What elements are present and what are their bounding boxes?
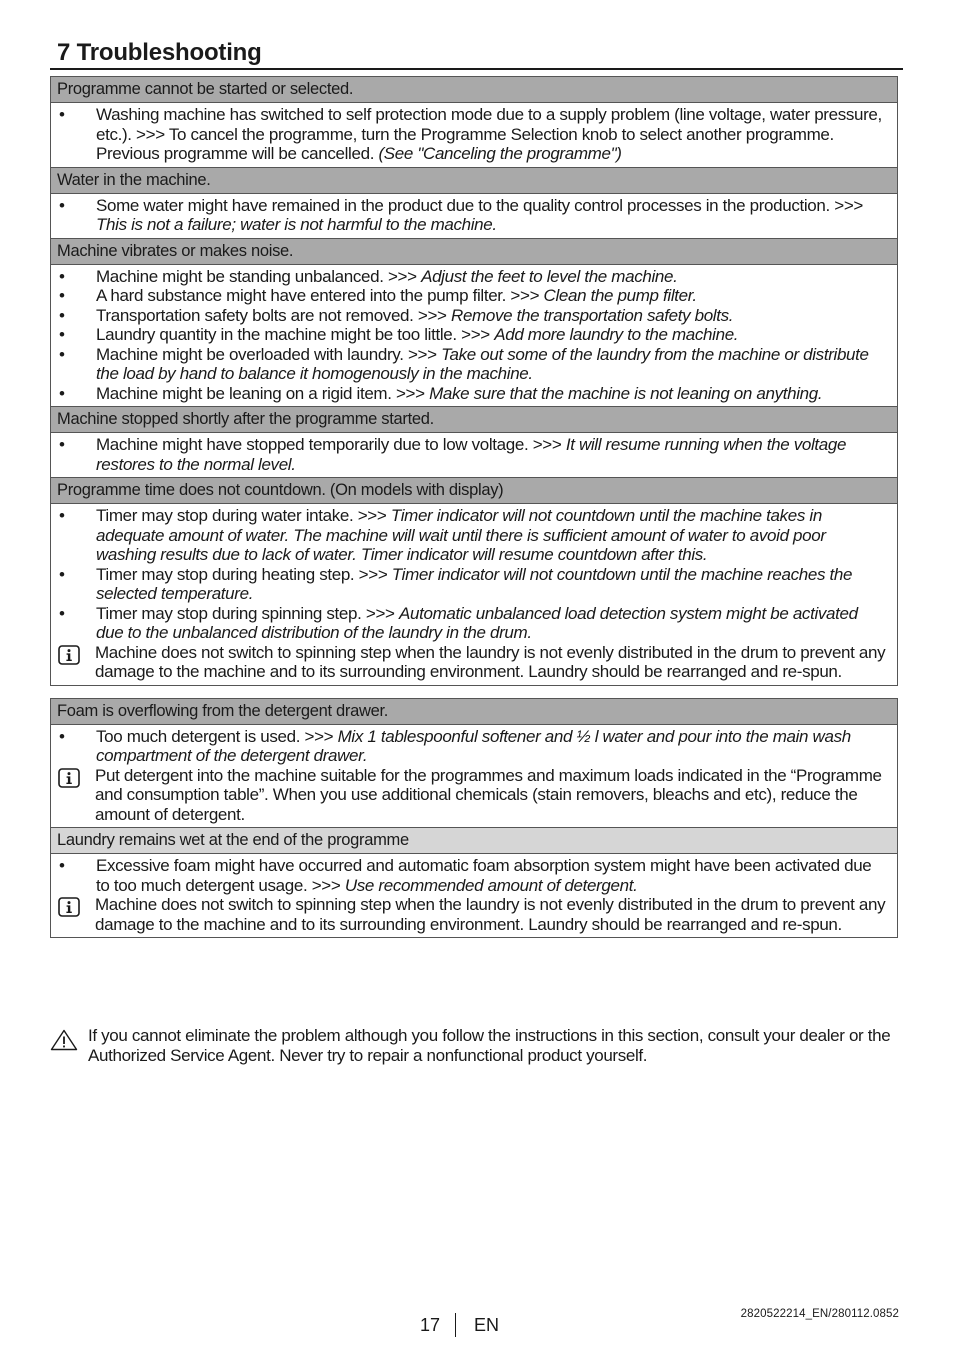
info-icon [58,766,95,788]
section-body [51,854,897,937]
section-body [51,504,897,685]
info-icon [58,895,95,917]
title-rule [50,68,903,70]
troubleshooting-section [50,698,898,829]
list-item [58,435,889,474]
item-text [95,766,889,825]
item-text [95,895,889,934]
section-body [51,194,897,238]
item-text [96,345,889,384]
troubleshooting-section [50,407,898,478]
section-header: Programme cannot be started or selected. [51,77,897,103]
item-text [96,856,889,895]
cause-text: Laundry quantity in the machine might be too little. >>> [96,325,495,344]
troubleshooting-section [50,239,898,408]
item-text [96,105,889,164]
item-text [96,565,889,604]
cause-text: Put detergent into the machine suitable for the programmes and maximum loads indicated in the “Programme and consumption table”. When you use additional chemicals (stain removers, bleachs and etc), reduce the amount of detergent. [95,765,882,824]
cause-text: Timer may stop during water intake. >>> [96,506,391,525]
remedy-text: (See "Canceling the programme") [378,144,622,163]
cause-text: Timer may stop during spinning step. >>> [96,603,399,623]
item-text [96,435,889,474]
bullet-icon: • [59,506,65,525]
section-header: Machine vibrates or makes noise. [51,239,897,265]
list-item [58,506,889,565]
item-text [96,506,889,565]
section-body [51,103,897,167]
item-text [96,286,697,306]
cause-text: Machine does not switch to spinning step when the laundry is not evenly distributed in the drum to prevent any damage to the machine and to its surrounding environment. Laundry should be rearranged and re-spun. [95,642,886,681]
cause-text: Machine might be leaning on a rigid item. >>> [96,383,430,403]
troubleshooting-tables [50,76,898,938]
remedy-text: Remove the transportation safety bolts. [451,305,734,325]
troubleshooting-section [50,168,898,239]
warning-note [50,1026,898,1065]
list-item [58,565,889,604]
section-body [51,265,897,407]
cause-text: Machine does not switch to spinning step when the laundry is not evenly distributed in the drum to prevent any damage to the machine and to its surrounding environment. Laundry should be rearranged and re-spun. [95,895,886,934]
section-header: Programme time does not countdown. (On models with display) [51,478,897,504]
bullet-icon: • [59,344,65,364]
remedy-text: Take out some of the laundry from the machine or distribute the load by hand to balance it homogenously in the machine. [96,344,869,383]
section-header: Foam is overflowing from the detergent drawer. [51,699,897,725]
page-number: 17 [420,1315,441,1335]
cause-text: Machine might be standing unbalanced. >>> [96,266,422,286]
bullet-icon: • [59,266,65,286]
language-code: EN [474,1315,500,1335]
bullet-icon: • [59,603,65,623]
list-item [58,267,889,287]
list-item [58,105,889,164]
bullet-icon: • [59,286,65,305]
remedy-text: Timer indicator will not countdown until the machine reaches the selected temperature. [96,564,853,603]
section-header: Laundry remains wet at the end of the programme [51,828,897,854]
cause-text: Excessive foam might have occurred and automatic foam absorption system might have been activated due to too much detergent usage. >>> [96,856,872,895]
footer-separator [455,1313,456,1337]
bullet-icon: • [59,383,65,403]
remedy-text: Mix 1 tablespoonful softener and ½ l water and pour into the main wash compartment of the detergent drawer. [96,726,851,765]
remedy-text: Timer indicator will not countdown until the machine takes in adequate amount of water. The machine will wait until there is sufficient amount of water to avoid poor washing results due to lack of water. Timer indicator will resume countdown after this. [96,506,826,564]
cause-text: Too much detergent is used. >>> [96,726,338,746]
remedy-text: This is not a failure; water is not harmful to the machine. [96,215,497,234]
bullet-icon: • [59,726,65,746]
troubleshooting-section [50,76,898,168]
page-footer [420,1313,499,1337]
section-body [51,433,897,477]
list-item [58,196,889,235]
bullet-icon: • [59,856,65,875]
bullet-icon: • [59,105,65,124]
bullet-icon: • [59,564,65,584]
remedy-text: Add more laundry to the machine. [494,325,739,344]
cause-text: Timer may stop during heating step. >>> [96,564,392,584]
list-item [58,286,889,306]
remedy-text: Make sure that the machine is not leaning on anything. [429,383,823,403]
cause-text: Washing machine has switched to self protection mode due to a supply problem (line voltage, water pressure, etc.). >>> To cancel the programme, turn the Programme Selection knob to select another programme. Previous programme will be cancelled. [96,105,882,163]
list-item [58,384,889,404]
remedy-text: Adjust the feet to level the machine. [421,266,678,286]
remedy-text: It will resume running when the voltage restores to the normal level. [96,435,847,474]
item-text [96,727,889,766]
list-item [58,856,889,895]
info-note [58,643,889,682]
warning-triangle-icon [50,1026,88,1056]
item-text [96,196,889,235]
info-icon [58,643,95,665]
remedy-text: Use recommended amount of detergent. [344,875,638,895]
troubleshooting-section [50,478,898,686]
list-item [58,325,889,345]
section-header: Water in the machine. [51,168,897,194]
cause-text: A hard substance might have entered into the pump filter. >>> [96,286,544,305]
item-text [96,306,733,326]
section-body [51,725,897,828]
bullet-icon: • [59,325,65,344]
item-text [96,604,889,643]
page-title: 7 Troubleshooting [57,39,262,66]
bullet-icon: • [59,305,65,325]
cause-text: Machine might have stopped temporarily due to low voltage. >>> [96,435,566,454]
info-note [58,766,889,825]
list-item [58,604,889,643]
item-text [96,267,677,287]
bullet-icon: • [59,435,65,454]
section-header: Machine stopped shortly after the programme started. [51,407,897,433]
troubleshooting-section [50,828,898,938]
item-text [96,325,738,345]
list-item [58,345,889,384]
item-text [96,384,822,404]
remedy-text: Automatic unbalanced load detection system might be activated due to the unbalanced distribution of the laundry in the drum. [96,603,858,642]
cause-text: Machine might be overloaded with laundry. >>> [96,344,442,364]
list-item [58,306,889,326]
cause-text: Transportation safety bolts are not removed. >>> [96,305,452,325]
document-code: 2820522214_EN/280112.0852 [740,1308,899,1320]
info-note [58,895,889,934]
remedy-text: Clean the pump filter. [543,286,697,305]
list-item [58,727,889,766]
cause-text: Some water might have remained in the product due to the quality control processes in the production. >>> [96,195,863,215]
bullet-icon: • [59,195,65,215]
warning-text: If you cannot eliminate the problem although you follow the instructions in this section, consult your dealer or the Authorized Service Agent. Never try to repair a nonfunctional product yourself. [88,1026,891,1065]
item-text [95,643,889,682]
